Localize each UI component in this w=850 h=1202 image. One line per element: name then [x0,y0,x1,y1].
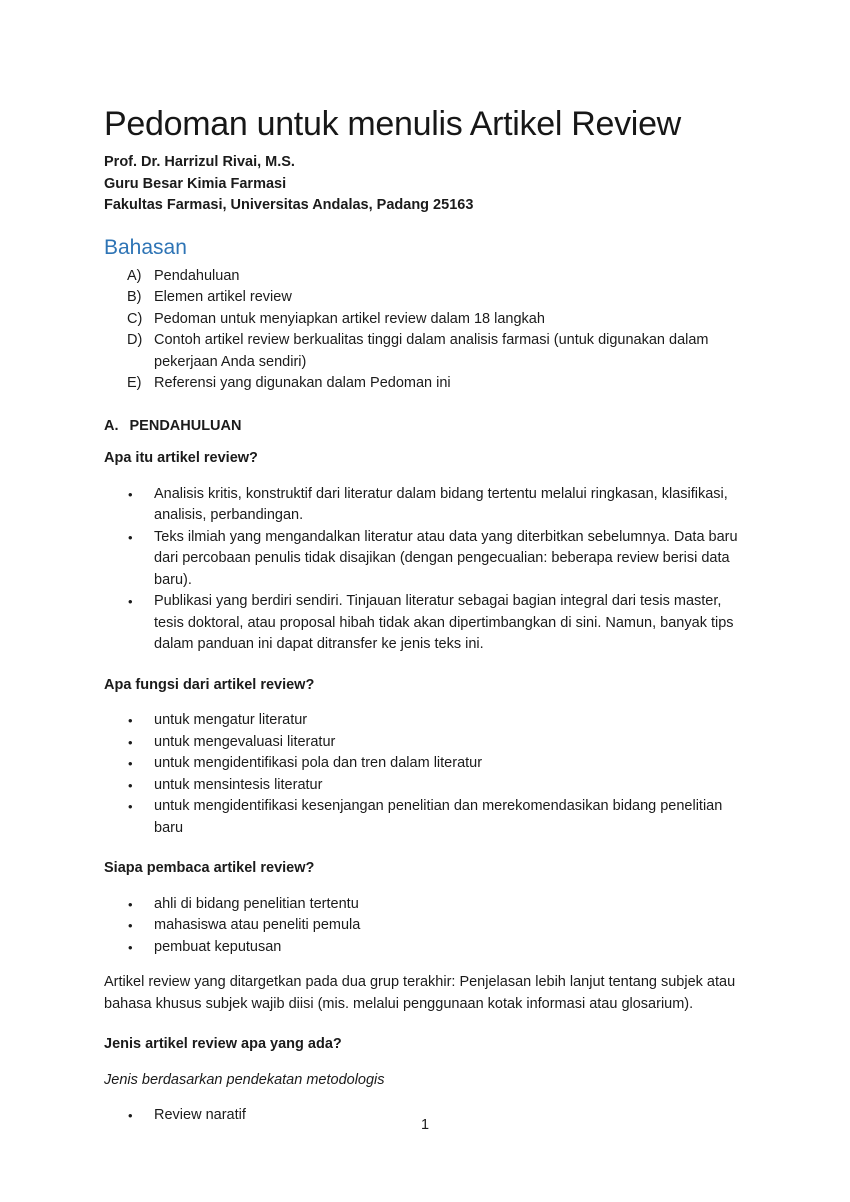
list-item-text: untuk mengidentifikasi pola dan tren dalam literatur [154,755,483,771]
author-block [104,152,746,217]
bullet-marker: • [128,756,133,771]
page-number: 1 [420,1116,430,1133]
author-position: Guru Besar Kimia Farmasi [104,175,287,192]
author-name: Prof. Dr. Harrizul Rivai, M.S. [104,154,295,170]
bullet-marker: • [128,918,133,933]
list-item [104,753,746,775]
bullet-marker: • [128,799,133,814]
section-a-heading [104,416,746,438]
toc-item [104,287,746,309]
question-heading-readers: Siapa pembaca artikel review? [104,860,315,876]
toc-heading: Bahasan [104,235,187,259]
toc-item-label: D) [127,332,143,348]
bullet-list-readers [104,894,746,959]
list-item [104,937,746,959]
bullet-marker: • [128,896,133,912]
question-heading-what-is: Apa itu artikel review? [104,450,258,466]
page-title: Pedoman untuk menulis Artikel Review [104,105,681,143]
bullet-marker: • [128,594,133,609]
question-heading-types: Jenis artikel review apa yang ada? [104,1036,342,1052]
list-item [104,894,746,916]
list-item [104,732,746,754]
list-item [104,527,746,592]
list-item [104,591,746,656]
list-item-text: Analisis kritis, konstruktif dari literatur dalam bidang tertentu melalui ringkasan, klasifikasi, analisis, perbandingan. [154,485,728,523]
list-item-text: untuk mengevaluasi literatur [154,733,336,750]
list-item [104,484,746,527]
list-item [104,915,746,937]
author-affiliation: Fakultas Farmasi, Universitas Andalas, Padang 25163 [104,197,474,213]
list-item [104,796,746,839]
toc-item-label: E) [127,375,142,391]
toc-item-text: Referensi yang digunakan dalam Pedoman ini [154,375,451,391]
bullet-list-what-is [104,484,746,656]
section-a-title: PENDAHULUAN [129,417,242,434]
list-item-text: Teks ilmiah yang mengandalkan literatur atau data yang diterbitkan sebelumnya. Data baru dari percobaan penulis tidak disajikan (dengan pengecualian: beberapa review berisi data baru). [154,528,738,588]
list-item-text: mahasiswa atau peneliti pemula [154,917,361,933]
toc-item-label: B) [127,289,142,305]
toc-list [104,266,746,395]
toc-item-text: Elemen artikel review [154,289,292,305]
toc-item [104,373,746,395]
bullet-marker: • [128,1108,133,1123]
toc-item-text: Pedoman untuk menyiapkan artikel review dalam 18 langkah [154,310,545,327]
list-item-text: untuk mengidentifikasi kesenjangan penelitian dan merekomendasikan bidang penelitian baru [154,798,723,836]
toc-item-text: Pendahuluan [154,267,240,284]
bullet-marker: • [128,713,133,728]
bullet-marker: • [128,529,133,545]
list-item-text: Review naratif [154,1107,246,1123]
bullet-marker: • [128,486,133,502]
list-item [104,775,746,797]
toc-item-label: A) [127,267,142,284]
bullet-list-function [104,710,746,839]
body-paragraph: Artikel review yang ditargetkan pada dua grup terakhir: Penjelasan lebih lanjut tentang subjek atau bahasa khusus subjek wajib diisi (mis. melalui penggunaan kotak informasi atau glosarium). [104,974,736,1012]
bullet-marker: • [128,939,133,955]
subheading-methodological: Jenis berdasarkan pendekatan metodologis [104,1071,385,1088]
list-item-text: untuk mensintesis literatur [154,776,323,793]
toc-item [104,330,746,373]
list-item-text: untuk mengatur literatur [154,712,308,728]
list-item-text: pembuat keputusan [154,938,282,955]
question-heading-function: Apa fungsi dari artikel review? [104,676,315,693]
list-item [104,710,746,732]
toc-item [104,266,746,288]
toc-item-label: C) [127,310,143,327]
list-item-text: ahli di bidang penelitian tertentu [154,895,359,912]
bullet-marker: • [128,777,133,793]
bullet-marker: • [128,734,133,750]
section-a-label: A. [104,417,119,434]
toc-item [104,309,746,331]
list-item-text: Publikasi yang berdiri sendiri. Tinjauan literatur sebagai bagian integral dari tesis master, tesis doktoral, atau proposal hibah tidak akan dipertimbangkan di sini. Namun, banyak tips dalam panduan ini dapat ditransfer ke jenis teks ini. [154,593,734,652]
toc-item-text: Contoh artikel review berkualitas tinggi dalam analisis farmasi (untuk digunakan dalam pekerjaan Anda sendiri) [154,332,709,370]
